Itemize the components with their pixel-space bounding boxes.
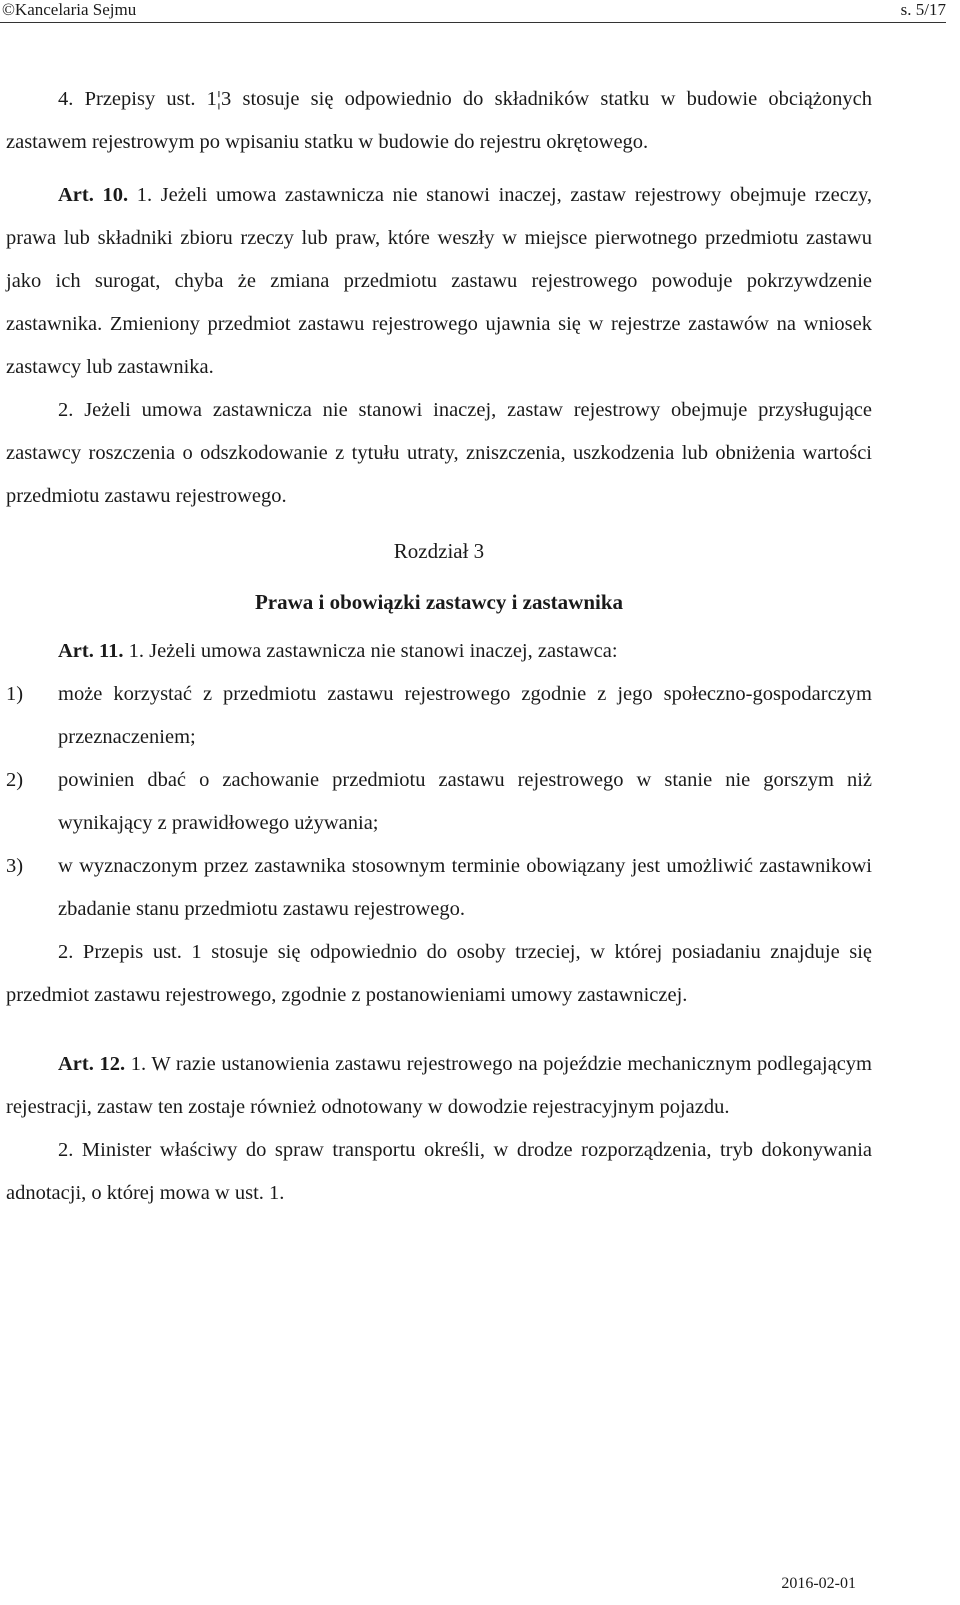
paragraph-art11-ust2: 2. Przepis ust. 1 stosuje się odpowiednio do osoby trzeciej, w której posiadaniu znajduje się przedmiot zastawu rejestrowego, zgodnie z postanowieniami umowy zastawniczej. bbox=[6, 941, 872, 1006]
article-label: Art. 10. bbox=[58, 184, 129, 206]
footer-date: 2016-02-01 bbox=[781, 1575, 856, 1592]
list-item-number: 2) bbox=[6, 769, 24, 791]
document-body bbox=[6, 78, 872, 1215]
list-item bbox=[6, 845, 872, 931]
list-item-number: 3) bbox=[6, 855, 24, 877]
paragraph-art11-ust1 bbox=[6, 630, 872, 673]
paragraph-art10-ust1 bbox=[6, 174, 872, 389]
article-label: Art. 12. bbox=[58, 1053, 126, 1075]
paragraph-art10-ust2: 2. Jeżeli umowa zastawnicza nie stanowi inaczej, zastaw rejestrowy obejmuje przysługujące zastawcy roszczenia o odszkodowanie z tytułu utraty, zniszczenia, uszkodzenia lub obniżenia wartości przedmiotu zastawu rejestrowego. bbox=[6, 399, 872, 507]
paragraph-art12-ust1 bbox=[6, 1043, 872, 1129]
list-item-text: może korzystać z przedmiotu zastawu rejestrowego zgodnie z jego społeczno-gospodarczym przeznaczeniem; bbox=[58, 683, 872, 748]
paragraph-art12-ust2: 2. Minister właściwy do spraw transportu określi, w drodze rozporządzenia, tryb dokonywania adnotacji, o której mowa w ust. 1. bbox=[6, 1139, 872, 1204]
article-text: 1. Jeżeli umowa zastawnicza nie stanowi inaczej, zastawca: bbox=[123, 640, 618, 662]
list-item-number: 1) bbox=[6, 683, 24, 705]
article-label: Art. 11. bbox=[58, 640, 124, 662]
list-item bbox=[6, 759, 872, 845]
article-text: 1. W razie ustanowienia zastawu rejestrowego na pojeździe mechanicznym podlegającym rejestracji, zastaw ten zostaje również odnotowany w dowodzie rejestracyjnym pojazdu. bbox=[6, 1053, 872, 1118]
art11-list bbox=[6, 673, 872, 931]
list-item bbox=[6, 673, 872, 759]
chapter-title: Prawa i obowiązki zastawcy i zastawnika bbox=[254, 590, 624, 614]
paragraph-art9-ust4: 4. Przepisy ust. 1¦3 stosuje się odpowiednio do składników statku w budowie obciążonych zastawem rejestrowym po wpisaniu statku w budowie do rejestru okrętowego. bbox=[6, 88, 872, 153]
header-publisher: ©Kancelaria Sejmu bbox=[2, 0, 137, 19]
header-divider bbox=[0, 22, 946, 23]
header-page-number: s. 5/17 bbox=[900, 0, 946, 19]
article-text: 1. Jeżeli umowa zastawnicza nie stanowi inaczej, zastaw rejestrowy obejmuje rzeczy, prawa lub składniki zbioru rzeczy lub praw, które weszły w miejsce pierwotnego przedmiotu zastawu jako ich surogat, chyba że zmiana przedmiotu zastawu rejestrowego powoduje pokrzywdzenie zastawnika. Zmieniony przedmiot zastawu rejestrowego ujawnia się w rejestrze zastawów na wniosek zastawcy lub zastawnika. bbox=[6, 184, 873, 378]
list-item-text: w wyznaczonym przez zastawnika stosownym terminie obowiązany jest umożliwić zastawnikowi zbadanie stanu przedmiotu zastawu rejestrowego. bbox=[58, 855, 872, 920]
chapter-number: Rozdział 3 bbox=[393, 539, 485, 563]
list-item-text: powinien dbać o zachowanie przedmiotu zastawu rejestrowego w stanie nie gorszym niż wynikający z prawidłowego używania; bbox=[58, 769, 872, 834]
page-header bbox=[0, 0, 946, 24]
